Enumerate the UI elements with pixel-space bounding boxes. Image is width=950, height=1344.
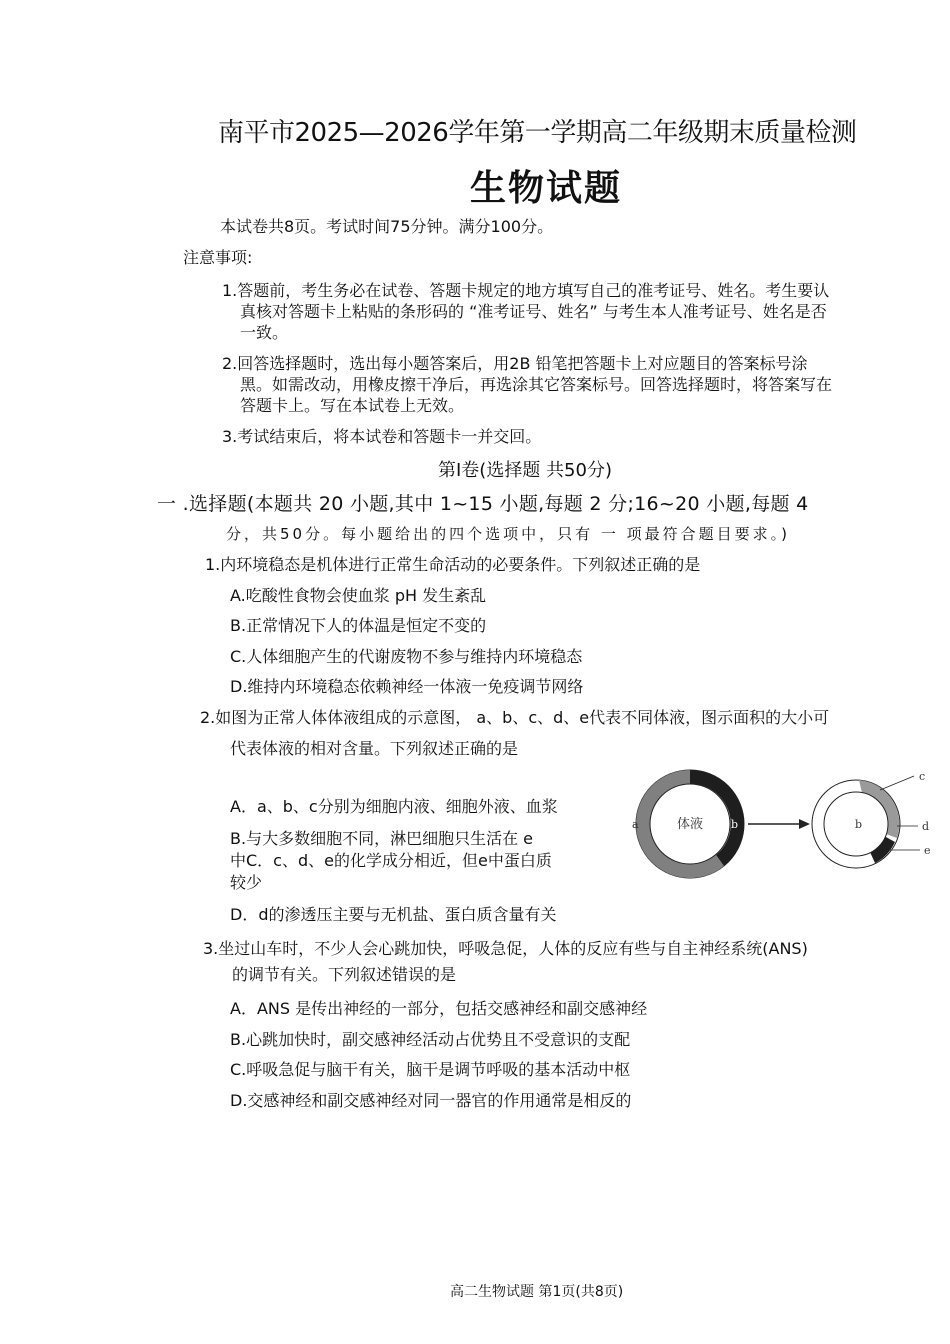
section-heading-line-2: 分，共50分。每小题给出的四个选项中，只有 一 项最符合题目要求。) [226, 525, 790, 543]
subject-title: 生物试题 [470, 168, 623, 209]
q2-option-c: 中C．c、d、e的化学成分相近，但e中蛋白质 [230, 851, 552, 870]
notice-item-1-line-3: 一致。 [240, 323, 289, 342]
q2-option-a: A．a、b、c分别为细胞内液、细胞外液、血浆 [230, 797, 558, 816]
part-title: 第Ⅰ卷(选择题 共50分) [438, 460, 612, 481]
notice-item-3-line-1: 3.考试结束后，将本试卷和答题卡一并交回。 [222, 427, 542, 446]
diagram-label-b: b [731, 818, 739, 831]
q3-stem-line-1: 3.坐过山车时，不少人会心跳加快，呼吸急促，人体的反应有些与自主神经系统(ANS) [203, 939, 808, 958]
q2-option-c-cont: 较少 [230, 873, 263, 892]
diagram-center-label: 体液 [676, 817, 704, 832]
q3-stem-line-2: 的调节有关。下列叙述错误的是 [232, 965, 457, 984]
notice-item-2-line-2: 黑。如需改动，用橡皮擦干净后，再选涂其它答案标号。回答选择题时，将答案写在 [240, 375, 833, 394]
q1-option-a: A.吃酸性食物会使血浆 pH 发生紊乱 [230, 586, 487, 605]
diagram-label-d: d [922, 820, 930, 833]
section-heading-line-1: 一 .选择题(本题共 20 小题,其中 1~15 小题,每题 2 分;16~20 小题,每题 4 [157, 493, 809, 515]
exam-title: 南平市2025—2026学年第一学期高二年级期末质量检测 [218, 118, 857, 148]
body-fluid-diagram [618, 758, 938, 888]
notice-item-1-line-1: 1.答题前，考生务必在试卷、答题卡规定的地方填写自己的准考证号、姓名。考生要认 [222, 281, 830, 300]
notice-item-1-line-2: 真核对答题卡上粘贴的条形码的 “准考证号、姓名” 与考生本人准考证号、姓名是否 [240, 302, 827, 321]
q1-option-b: B.正常情况下人的体温是恒定不变的 [230, 616, 487, 635]
q3-option-a: A．ANS 是传出神经的一部分，包括交感神经和副交感神经 [230, 999, 648, 1018]
q1-option-d: D.维持内环境稳态依赖神经一体液一免疫调节网络 [230, 677, 584, 696]
q1-option-c: C.人体细胞产生的代谢废物不参与维持内环境稳态 [230, 647, 583, 666]
page-footer: 高二生物试题 第1页(共8页) [450, 1284, 624, 1300]
diagram-right-label-b: b [855, 818, 863, 831]
q3-option-b: B.心跳加快时，副交感神经活动占优势且不受意识的支配 [230, 1030, 631, 1049]
q2-stem-line-2: 代表体液的相对含量。下列叙述正确的是 [230, 739, 519, 758]
q2-option-d: D．d的渗透压主要与无机盐、蛋白质含量有关 [230, 905, 557, 924]
notice-item-2-line-3: 答题卡上。写在本试卷上无效。 [240, 396, 465, 415]
diagram-label-e: e [924, 844, 931, 857]
q3-option-c: C.呼吸急促与脑干有关，脑干是调节呼吸的基本活动中枢 [230, 1060, 631, 1079]
notice-heading: 注意事项: [183, 248, 253, 267]
q3-option-d: D.交感神经和副交感神经对同一器官的作用通常是相反的 [230, 1091, 632, 1110]
q2-stem-line-1: 2.如图为正常人体体液组成的示意图， a、b、c、d、e代表不同体液，图示面积的大小可 [200, 708, 830, 727]
q2-option-b: B.与大多数细胞不同，淋巴细胞只生活在 e [230, 829, 533, 848]
notice-item-2-line-1: 2.回答选择题时，选出每小题答案后，用2B 铅笔把答题卡上对应题目的答案标号涂 [222, 354, 808, 373]
exam-intro: 本试卷共8页。考试时间75分钟。满分100分。 [220, 217, 554, 236]
diagram-label-c: c [919, 770, 926, 783]
q1-stem: 1.内环境稳态是机体进行正常生命活动的必要条件。下列叙述正确的是 [205, 555, 701, 574]
diagram-label-a: a [632, 818, 639, 831]
diagram-arrow-head [799, 819, 810, 829]
